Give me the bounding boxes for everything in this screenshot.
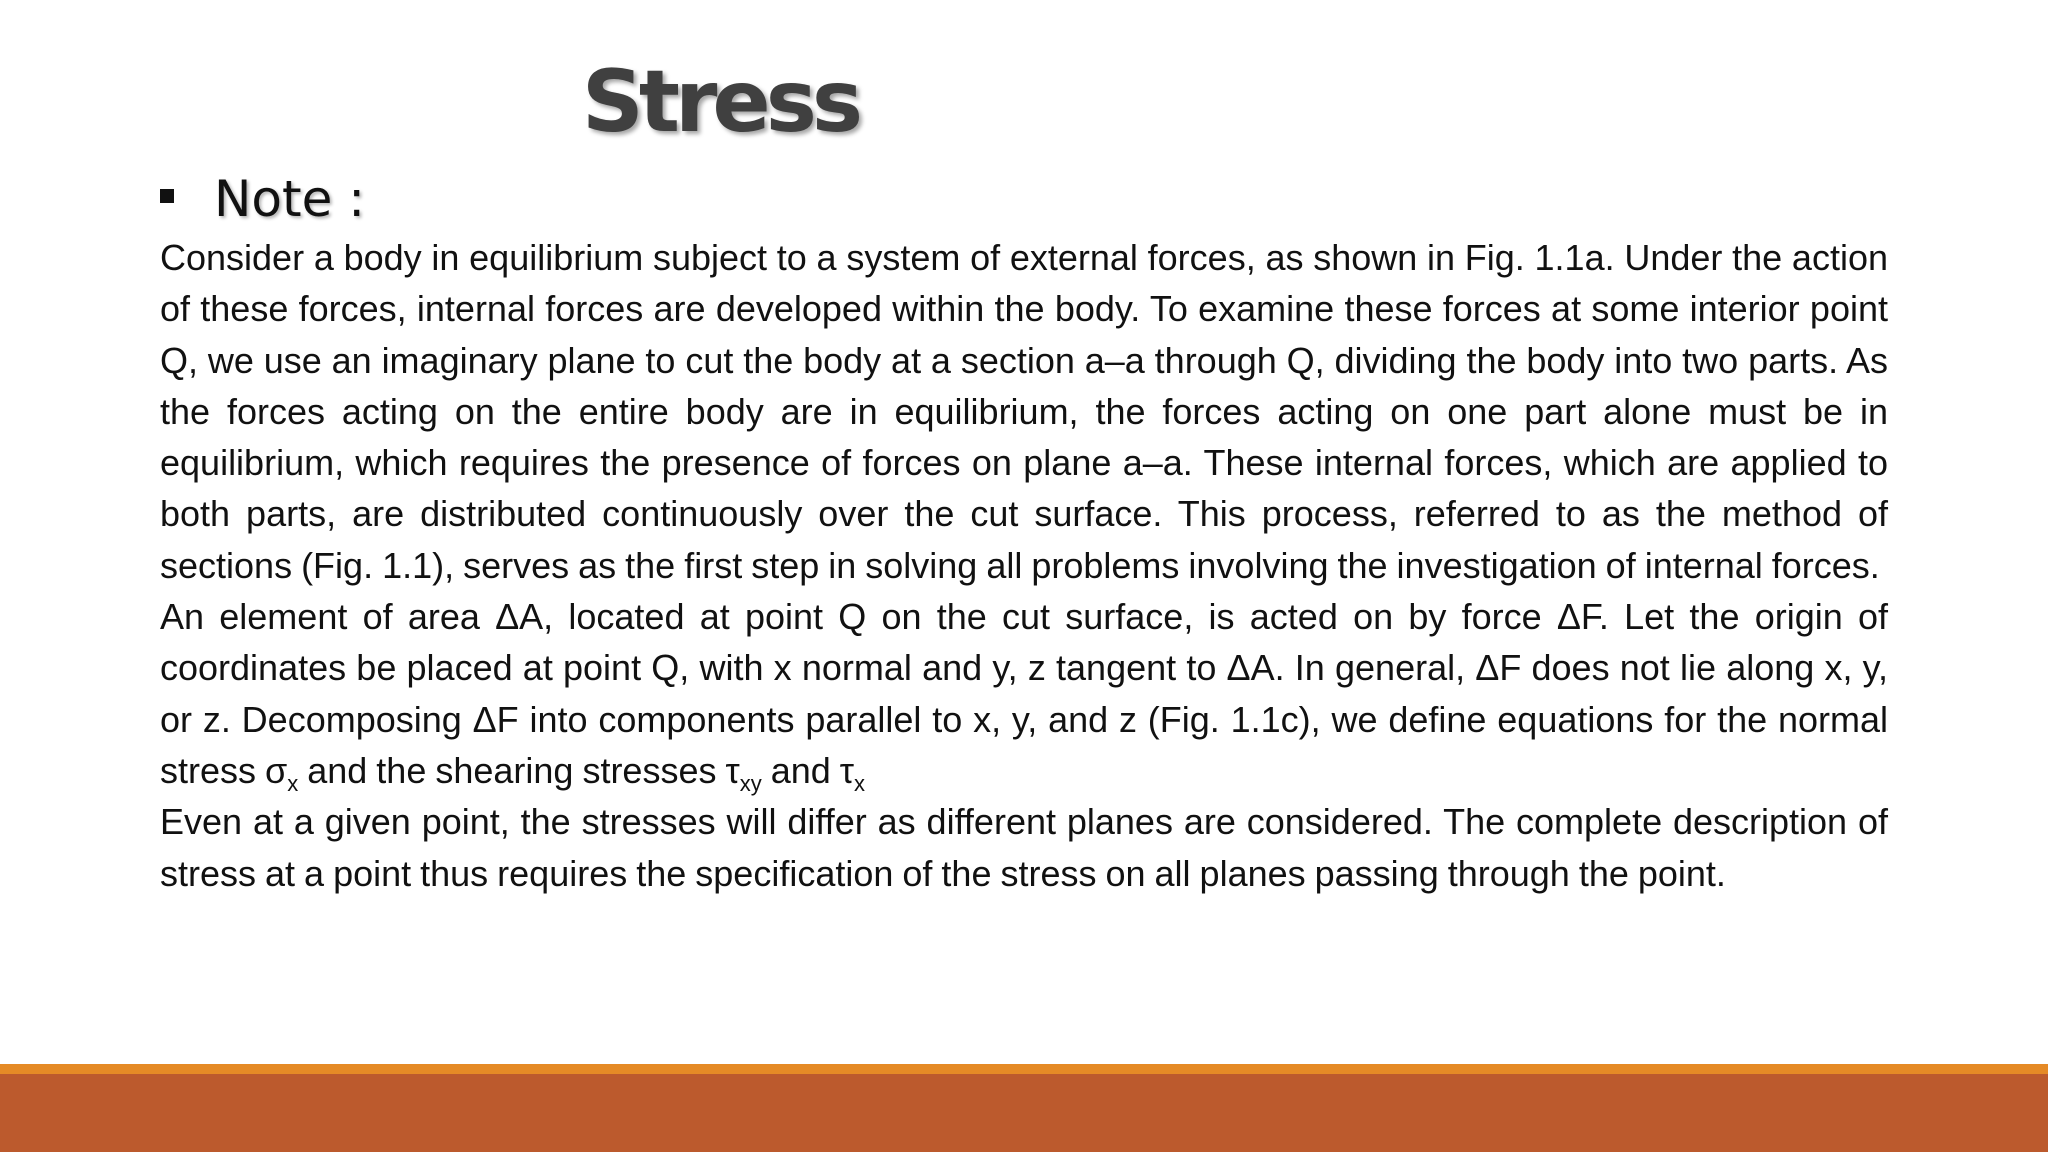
tau-xy-subscript: xy xyxy=(739,770,762,796)
paragraph-complete-description: Even at a given point, the stresses will differ as different planes are considered. The complete description of stress at a point thus requires the specification of the stress on all planes passing through the point. xyxy=(160,801,1888,894)
shearing-text: and the shearing stresses τ xyxy=(298,749,740,791)
slide-title: Stress xyxy=(581,52,859,152)
paragraph-stress-components-text: An element of area ΔA, located at point Q on the cut surface, is acted on by force ΔF. Let the origin of coordinates be placed at point Q, with x normal and y, z tangent to ΔA. In general, ΔF does not lie along x, y, or z. Decomposing ΔF into components parallel to x, y, and z (Fig. 1.1c), we define equations for the normal stress σ xyxy=(160,596,1888,791)
and-text: and τ xyxy=(761,749,854,791)
tau-x-subscript: x xyxy=(854,770,865,796)
sigma-subscript: x xyxy=(287,770,299,796)
paragraph-method-of-sections: Consider a body in equilibrium subject to a system of external forces, as shown in Fig. 1.1a. Under the action of these forces, internal forces are developed within the body. To examine these forces at some interior point Q, we use an imaginary plane to cut the body at a section a–a through Q, dividing the body into two parts. As the forces acting on the entire body are in equilibrium, the forces acting on one part alone must be in equilibrium, which requires the presence of forces on plane a–a. These internal forces, which are applied to both parts, are distributed continuously over the cut surface. This process, referred to as the method of sections (Fig. 1.1), serves as the first step in solving all problems involving the investigation of internal forces. xyxy=(160,237,1888,586)
note-heading-row xyxy=(160,166,365,232)
footer-band xyxy=(0,1074,2048,1152)
paragraph-stress-components xyxy=(160,591,1888,796)
body-text xyxy=(160,232,1888,899)
note-heading: Note : xyxy=(214,170,366,228)
square-bullet-icon xyxy=(160,189,174,203)
footer-accent-stripe xyxy=(0,1064,2048,1074)
